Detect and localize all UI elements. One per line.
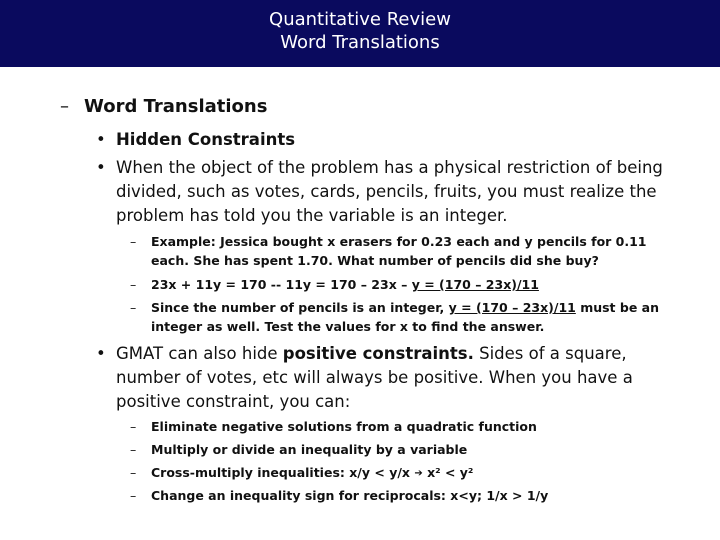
cross-text-a: Cross-multiply inequalities: x/y < y/x <box>151 465 415 480</box>
sub-item-example <box>130 232 670 270</box>
dash-marker: – <box>60 96 69 117</box>
sub-item-text <box>151 275 670 294</box>
sub-item-reciprocals <box>130 486 670 505</box>
dash-marker: – <box>130 300 137 315</box>
sub-item-text: Change an inequality sign for reciprocals: x<y; 1/x > 1/y <box>151 488 549 503</box>
section-title: Word Translations <box>84 96 268 117</box>
sub-item-multiply <box>130 440 670 459</box>
cross-text-b: x² < y² <box>422 465 474 480</box>
dash-marker: – <box>130 419 137 434</box>
bullet-text: Hidden Constraints <box>116 130 296 149</box>
bullet-hidden-constraints <box>96 128 676 152</box>
bullet-physical-restriction <box>96 156 676 228</box>
slide-header <box>0 0 720 67</box>
equation-text: 23x + 11y = 170 -- 11y = 170 – 23x – <box>151 277 412 292</box>
equation-result: y = (170 – 23x)/11 <box>411 277 539 292</box>
sub-item-integer <box>130 298 670 336</box>
sub-item-equation <box>130 275 670 294</box>
dash-marker: – <box>130 488 137 503</box>
dash-marker: – <box>130 465 137 480</box>
section-heading <box>60 96 267 117</box>
header-title-line-2: Word Translations <box>280 32 440 53</box>
sub-item-text: Example: Jessica bought x erasers for 0.23 each and y pencils for 0.11 each. She has spent 1.70. What number of pencils did she buy? <box>151 234 647 268</box>
bullet-dot-icon: • <box>96 344 106 363</box>
sub-item-text <box>151 298 670 336</box>
header-title-line-1: Quantitative Review <box>269 9 451 30</box>
bullet-positive-constraints <box>96 342 676 414</box>
dash-marker: – <box>130 234 137 249</box>
bullet-text <box>116 342 676 414</box>
integer-equation: y = (170 – 23x)/11 <box>448 300 576 315</box>
dash-marker: – <box>130 442 137 457</box>
sub-item-text: Eliminate negative solutions from a quadratic function <box>151 419 537 434</box>
dash-marker: – <box>130 277 137 292</box>
positive-text-bold: positive constraints. <box>282 344 474 363</box>
bullet-dot-icon: • <box>96 158 106 177</box>
arrow-right-icon: ➔ <box>414 468 423 479</box>
positive-text-c: Sides of a square, number of votes, etc will always be positive. When you have a positive constraint, you can: <box>116 344 633 411</box>
sub-item-eliminate <box>130 417 670 436</box>
sub-item-text <box>151 463 670 483</box>
integer-text-c: must be an integer as well. Test the values for x to find the answer. <box>151 300 659 334</box>
sub-item-text: Multiply or divide an inequality by a variable <box>151 442 468 457</box>
positive-text-a: GMAT can also hide <box>116 344 283 363</box>
integer-text-a: Since the number of pencils is an integer, <box>151 300 449 315</box>
bullet-text: When the object of the problem has a physical restriction of being divided, such as votes, cards, pencils, fruits, you must realize the problem has told you the variable is an integer. <box>116 158 663 225</box>
bullet-dot-icon: • <box>96 130 106 149</box>
sub-item-cross-multiply <box>130 463 670 483</box>
